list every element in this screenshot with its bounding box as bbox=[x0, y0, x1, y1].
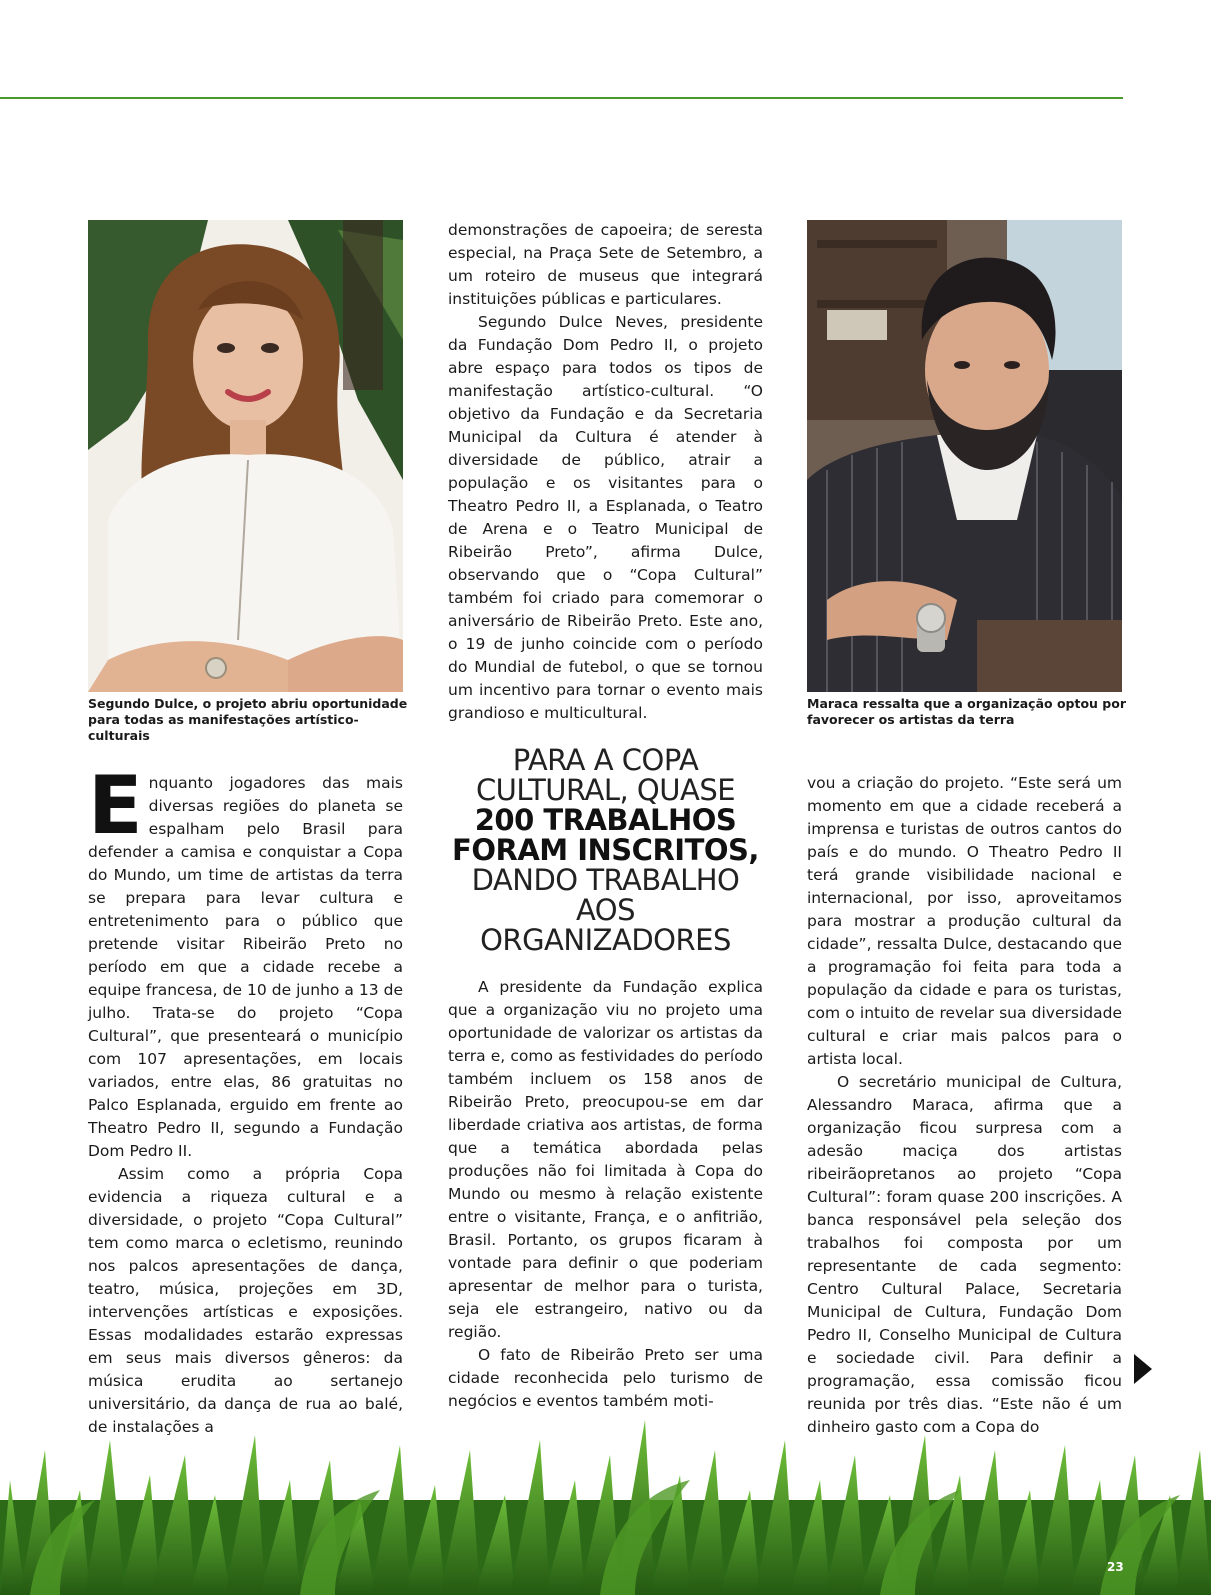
pull-quote-line: DANDO TRABALHO AOS bbox=[471, 863, 740, 927]
paragraph: demonstrações de capoeira; de seresta especial, na Praça Sete de Setembro, a um roteiro de museus que integrará instituições públicas e particulares. bbox=[448, 221, 763, 308]
portrait-man-illustration bbox=[807, 220, 1122, 692]
opening-paragraph bbox=[88, 759, 403, 1163]
page-number: 23 bbox=[1107, 1560, 1124, 1574]
opening-text: nquanto jogadores das mais diversas regiões do planeta se espalham pelo Brasil para defender a camisa e conquistar a Copa do Mundo, um time de artistas da terra se prepara para levar cultura e entretenimento para o público que pretende visitar Ribeirão Preto no período em que a cidade recebe a equipe francesa, de 10 de junho a 13 de julho. Trata-se do projeto “Copa Cultural”, que presenteará o município com 107 apresentações, em locais variados, entre elas, 86 gratuitas no Palco Esplanada, erguido em frente ao Theatro Pedro II, segundo a Fundação Dom Pedro II. bbox=[88, 774, 403, 1160]
paragraph: O fato de Ribeirão Preto ser uma cidade reconhecida pelo turismo de negócios e eventos também moti- bbox=[448, 1346, 763, 1410]
pull-quote-bold-line: 200 TRABALHOS bbox=[474, 803, 737, 837]
article-column-left bbox=[88, 759, 403, 1439]
paragraph: O secretário municipal de Cultura, Alessandro Maraca, afirma que a organização ficou surpresa com a adesão maciça dos artistas ribeirãopretanos ao projeto “Copa Cultural”: foram quase 200 inscrições. A banca responsável pela seleção dos trabalhos foi composta por um representante de cada segmento: Centro Cultural Palace, Secretaria Municipal de Cultura, Fundação Dom Pedro II, Conselho Municipal de Cultura e sociedade civil. Para definir a programação, essa comissão ficou reunida por três dias. “Este não é um dinheiro gasto com a Copa do bbox=[807, 1073, 1122, 1436]
continue-arrow-icon bbox=[1134, 1354, 1152, 1384]
pull-quote-line: PARA A COPA bbox=[512, 743, 699, 777]
article-column-middle-top bbox=[448, 219, 763, 725]
photo-alessandro-maraca bbox=[807, 220, 1122, 692]
paragraph: Segundo Dulce Neves, presidente da Fundação Dom Pedro II, o projeto abre espaço para todos os tipos de manifestação artístico-cultural. “O objetivo da Fundação e da Secretaria Municipal da Cultura é atender à diversidade de público, atrair a população e os visitantes para o Theatro Pedro II, a Esplanada, o Teatro de Arena e o Teatro Municipal de Ribeirão Preto”, afirma Dulce, observando que o “Copa Cultural” também foi criado para comemorar o aniversário de Ribeirão Preto. Este ano, o 19 de junho coincide com o período do Mundial de futebol, o que se tornou um incentivo para tornar o evento mais grandioso e multicultural. bbox=[448, 313, 763, 722]
portrait-woman-illustration bbox=[88, 220, 403, 692]
paragraph: Assim como a própria Copa evidencia a riqueza cultural e a diversidade, o projeto “Copa Cultural” tem como marca o ecletismo, reunindo nos palcos apresentações de dança, teatro, música, projeções em 3D, intervenções artísticas e exposições. Essas modalidades estarão expressas em seus mais diversos gêneros: da música erudita ao sertanejo universitário, da dança de rua ao balé, de instalações a bbox=[88, 1165, 403, 1436]
pull-quote bbox=[448, 745, 763, 955]
pull-quote-line: ORGANIZADORES bbox=[480, 923, 731, 957]
photo-dulce-neves bbox=[88, 220, 403, 692]
pull-quote-line: CULTURAL, QUASE bbox=[475, 773, 736, 807]
pull-quote-bold-line: FORAM INSCRITOS, bbox=[452, 833, 759, 867]
drop-cap: E bbox=[88, 759, 143, 852]
article-column-right bbox=[807, 772, 1122, 1439]
photo-caption-right: Maraca ressalta que a organização optou por favorecer os artistas da terra bbox=[807, 696, 1127, 727]
photo-caption-left: Segundo Dulce, o projeto abriu oportunidade para todas as manifestações artístico-culturais bbox=[88, 696, 408, 743]
paragraph: vou a criação do projeto. “Este será um momento em que a cidade receberá a imprensa e turistas de outros cantos do país e do mundo. O Theatro Pedro II terá grande visibilidade nacional e internacional, por isso, aproveitamos para mostrar a produção cultural da cidade”, ressalta Dulce, destacando que a programação foi feita para toda a população da cidade e para os turistas, com o intuito de revelar sua diversidade cultural e criar mais palcos para o artista local. bbox=[807, 774, 1122, 1068]
grass-footer-decoration bbox=[0, 1420, 1211, 1595]
article-column-middle bbox=[448, 976, 763, 1413]
paragraph: A presidente da Fundação explica que a organização viu no projeto uma oportunidade de valorizar os artistas da terra e, como as festividades do período também incluem os 158 anos de Ribeirão Preto, preocupou-se em dar liberdade criativa aos artistas, de forma que a temática abordada pelas produções não foi limitada à Copa do Mundo ou mesmo à relação existente entre o visitante, França, e o anfitrião, Brasil. Portanto, os grupos ficaram à vontade para definir o que poderiam apresentar de melhor para o turista, seja ele estrangeiro, nativo ou da região. bbox=[448, 978, 763, 1341]
top-green-rule bbox=[0, 97, 1123, 99]
